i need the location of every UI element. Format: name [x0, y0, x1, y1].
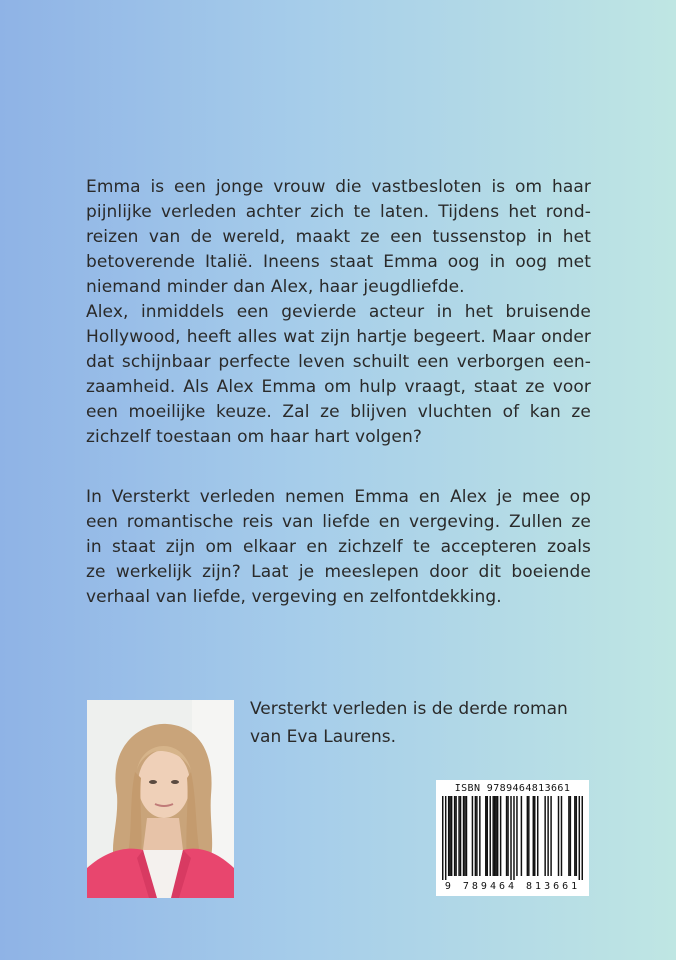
isbn-label: ISBN 9789464813661: [454, 783, 571, 794]
barcode-bar: [489, 796, 490, 876]
barcode-bar: [533, 796, 534, 876]
barcode-bar: [576, 796, 577, 876]
blurb-line: ze werkelijk zijn? Laat je meeslepen door dit boeiende: [86, 562, 591, 582]
blurb-line: in staat zijn om elkaar en zichzelf te accepteren zoals: [86, 537, 591, 557]
barcode-bar: [479, 796, 480, 876]
blurb-line: verhaal van liefde, vergeving en zelfontdekking.: [86, 587, 502, 607]
author-photo: [87, 700, 234, 898]
barcode-bar: [495, 796, 496, 876]
barcode-bar: [510, 796, 511, 880]
blurb-line: zichzelf toestaan om haar hart volgen?: [86, 427, 422, 447]
barcode-bar: [442, 796, 443, 880]
barcode-bar: [476, 796, 477, 876]
barcode-bar: [454, 796, 455, 876]
barcode-bar: [463, 796, 464, 876]
blurb-line: pijnlijke verleden achter zich te laten. Tijdens het rond-: [86, 202, 591, 222]
blurb-line: Hollywood, heeft alles wat zijn hartje begeert. Maar onder: [86, 327, 591, 347]
barcode-bar: [534, 796, 535, 876]
barcode-bar: [464, 796, 465, 876]
barcode-bar: [527, 796, 528, 876]
barcode-bar: [570, 796, 571, 876]
blurb-line: betoverende Italië. Ineens staat Emma oog in oog met: [86, 252, 591, 272]
author-bio: [250, 695, 610, 751]
barcode: [436, 780, 589, 896]
blurb-line: een romantische reis van liefde en vergeving. Zullen ze: [86, 512, 591, 532]
barcode-bar: [487, 796, 488, 876]
barcode-bar: [494, 796, 495, 876]
ean13-barcode-icon: [442, 796, 583, 880]
barcode-bar: [445, 796, 446, 880]
barcode-bar: [451, 796, 452, 876]
barcode-bar: [448, 796, 449, 876]
blurb-line: Emma is een jonge vrouw die vastbesloten is om haar: [86, 177, 591, 197]
blurb-line: zaamheid. Als Alex Emma om hulp vraagt, staat ze voor: [86, 377, 591, 397]
blurb-line: Alex, inmiddels een gevierde acteur in het bruisende: [86, 302, 591, 322]
blurb-line: dat schijnbaar perfecte leven schuilt een verborgen een-: [86, 352, 591, 372]
barcode-bar: [558, 796, 559, 876]
barcode-bar: [521, 796, 522, 876]
barcode-bar: [497, 796, 498, 876]
barcode-bar: [528, 796, 529, 876]
bio-line-1: Versterkt verleden is de derde roman: [250, 699, 568, 719]
barcode-bar: [460, 796, 461, 876]
barcode-bar: [547, 796, 548, 876]
blurb-line: In Versterkt verleden nemen Emma en Alex je mee op: [86, 487, 591, 507]
bio-line-2: van Eva Laurens.: [250, 727, 397, 747]
barcode-bar: [500, 796, 501, 876]
barcode-bar: [506, 796, 507, 876]
blurb-line: reizen van de wereld, maakt ze een tussenstop in het: [86, 227, 591, 247]
blurb-line: niemand minder dan Alex, haar jeugdliefde.: [86, 277, 465, 297]
barcode-bar: [507, 796, 508, 876]
barcode-bar: [492, 796, 493, 876]
barcode-bar: [579, 796, 580, 880]
barcode-bar: [550, 796, 551, 876]
barcode-bar: [466, 796, 467, 876]
barcode-bar: [582, 796, 583, 880]
barcode-bar: [516, 796, 517, 876]
ean-digits: 9 789464 813661: [444, 881, 581, 892]
barcode-bar: [574, 796, 575, 876]
blurb-paragraph-1: [86, 175, 591, 450]
barcode-bar: [537, 796, 538, 876]
barcode-bar: [485, 796, 486, 876]
barcode-bar: [472, 796, 473, 876]
author-portrait-icon: [87, 700, 234, 898]
barcode-bar: [513, 796, 514, 880]
barcode-bar: [568, 796, 569, 876]
barcode-bar: [458, 796, 459, 876]
barcode-bar: [561, 796, 562, 876]
barcode-bar: [475, 796, 476, 876]
barcode-bar: [449, 796, 450, 876]
blurb-paragraph-2: [86, 485, 591, 610]
barcode-bar: [544, 796, 545, 876]
barcode-bar: [455, 796, 456, 876]
blurb-line: een moeilijke keuze. Zal ze blijven vluchten of kan ze: [86, 402, 591, 422]
